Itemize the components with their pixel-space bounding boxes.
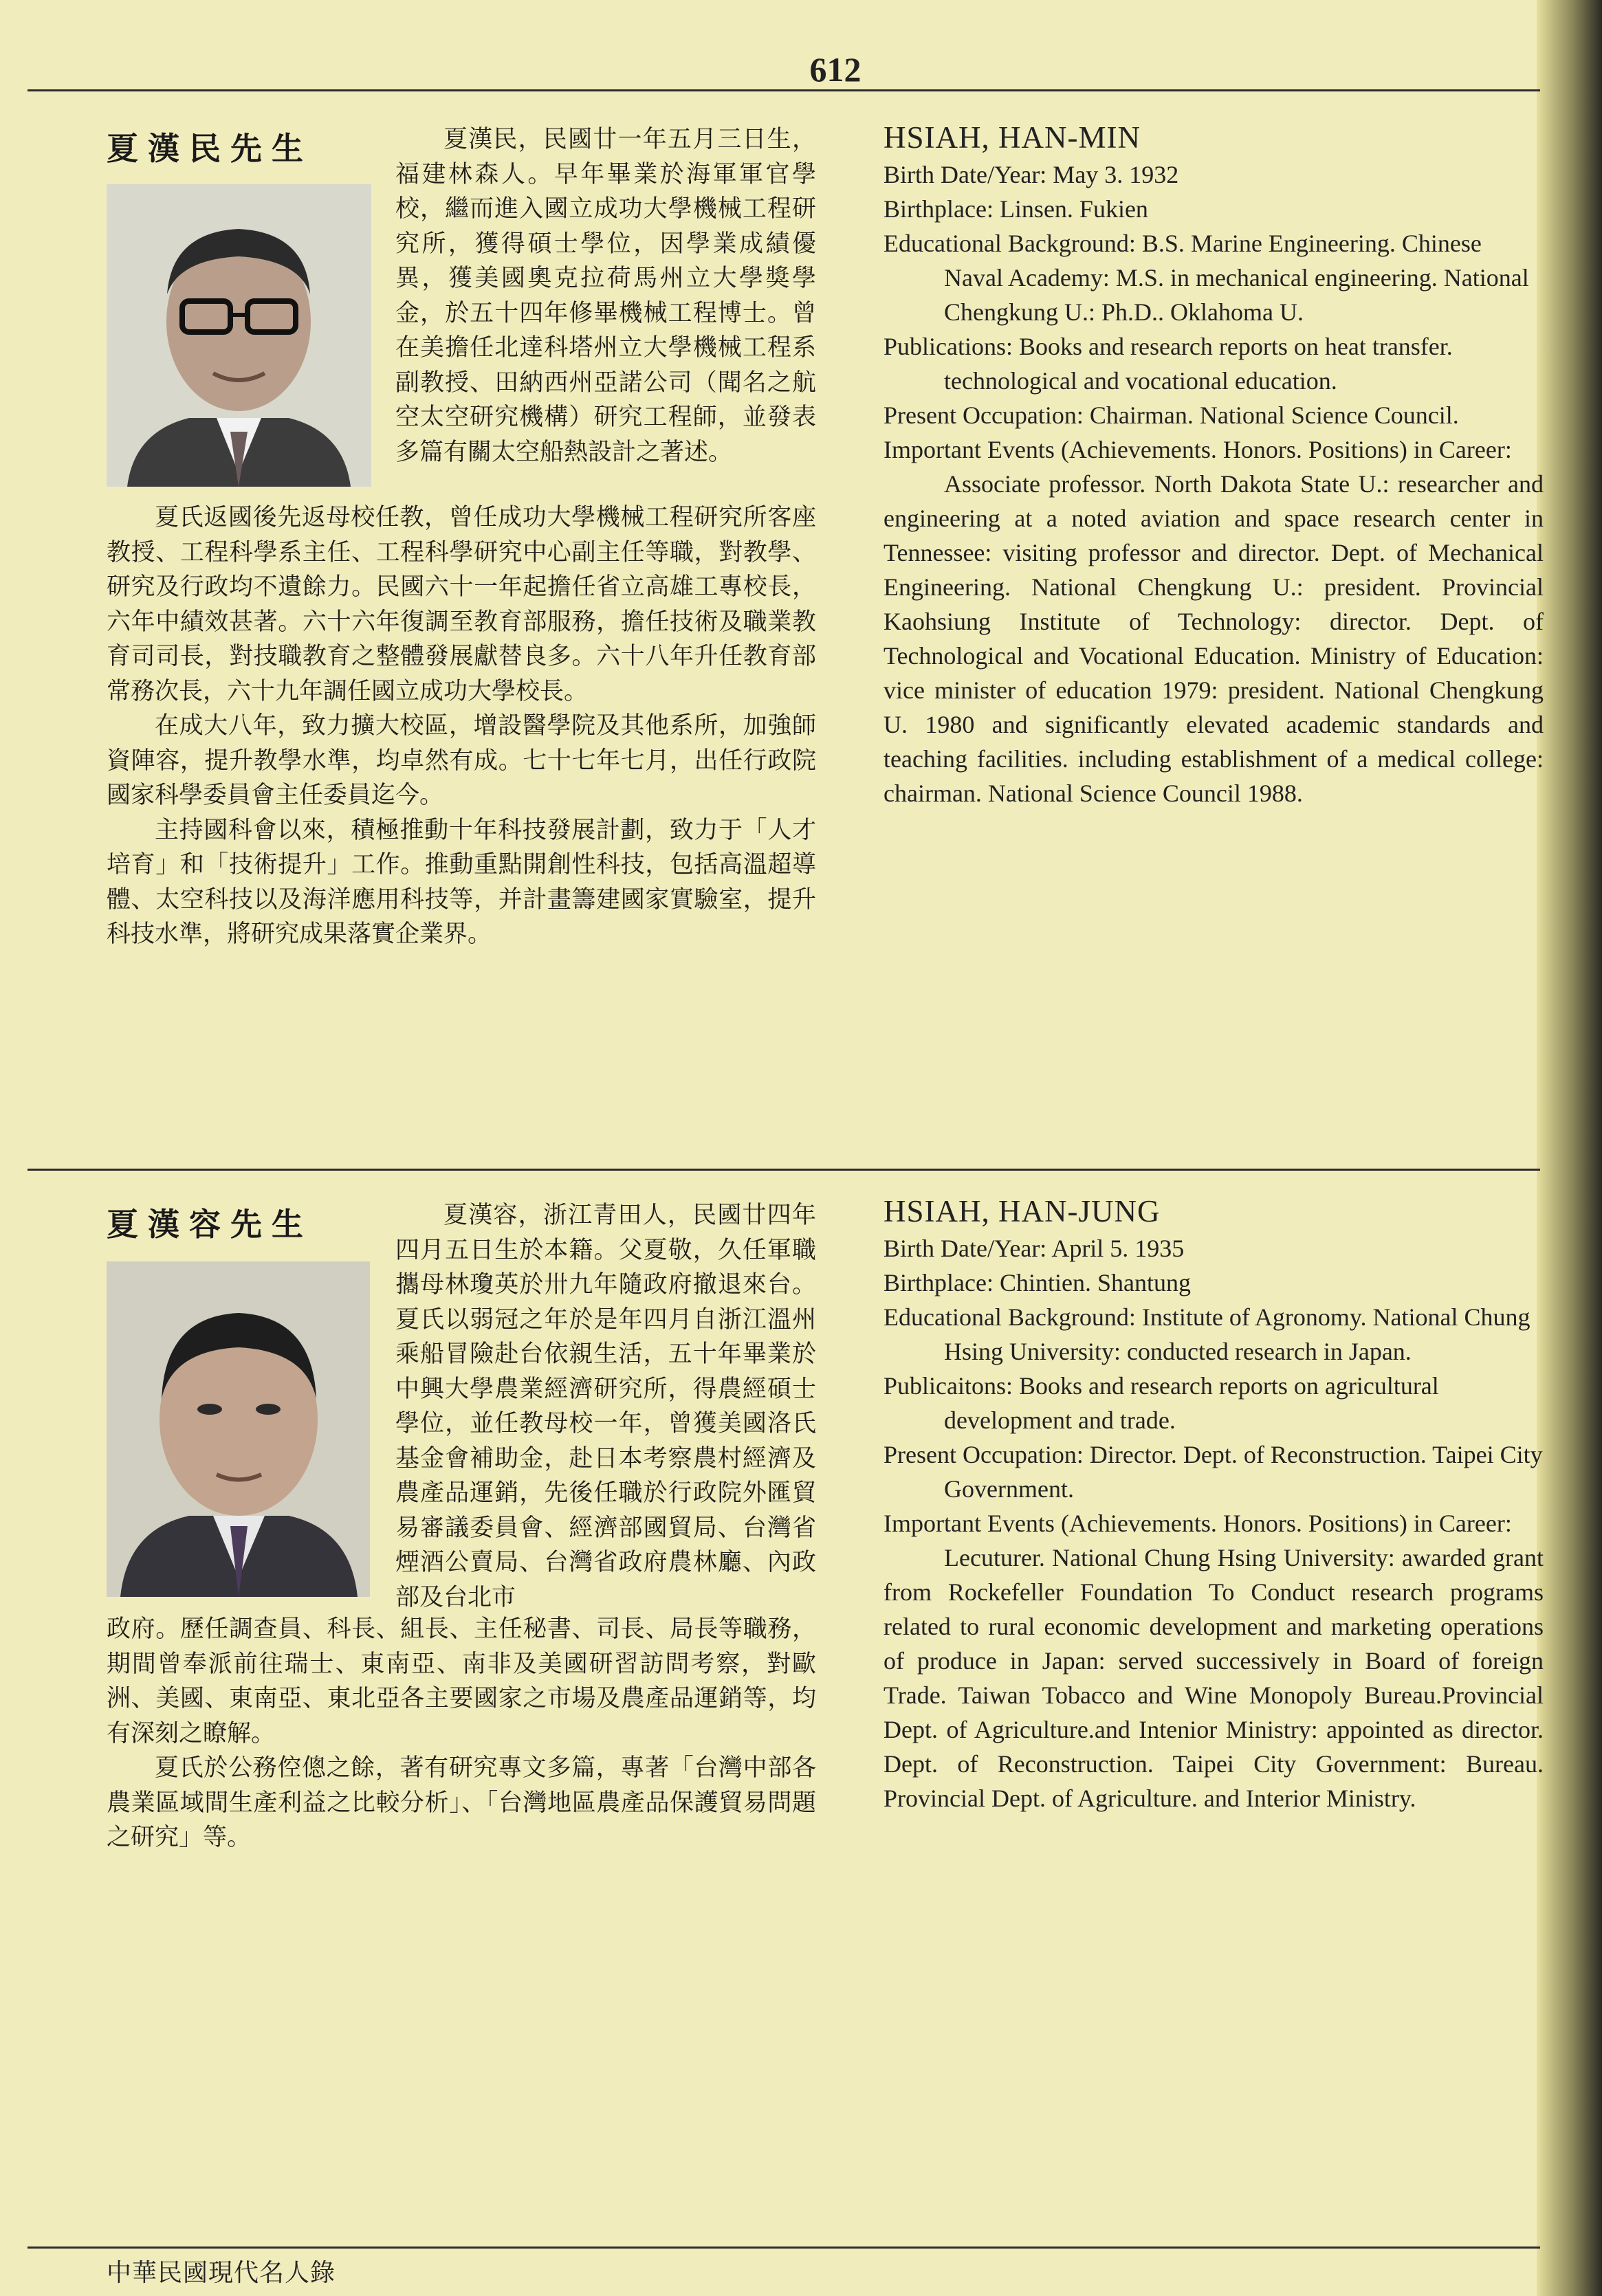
en-field-events: Important Events (Achievements. Honors. Positions) in Career: — [884, 1510, 1512, 1537]
en-field-occupation: Present Occupation: Chairman. National Science Council. — [884, 401, 1459, 429]
zh-bio-full — [107, 500, 816, 952]
en-field-occupation: Present Occupation: Director. Dept. of Reconstruction. Taipei City Government. — [884, 1441, 1543, 1503]
zh-paragraph: 主持國科會以來，積極推動十年科技發展計劃，致力于「人才培育」和「技術提升」工作。推動重點開創性科技，包括高溫超導體、太空科技以及海洋應用科技等，并計畫籌建國家實驗室，提升科技水準，將研究成果落實企業界。 — [107, 816, 816, 948]
en-field-birthdate: Birth Date/Year: May 3. 1932 — [884, 161, 1179, 188]
bottom-rule — [28, 2247, 1540, 2249]
zh-paragraph: 政府。歷任調查員、科長、組長、主任秘書、司長、局長等職務，期間曾奉派前往瑞士、東南亞、南非及美國研習訪問考察，對歐洲、美國、東南亞、東北亞各主要國家之市場及農產品運銷等，均有深刻之瞭解。 — [107, 1615, 816, 1747]
zh-paragraph: 夏氏返國後先返母校任教，曾任成功大學機械工程研究所客座教授、工程科學系主任、工程科學研究中心副主任等職，對教學、研究及行政均不遺餘力。民國六十一年起擔任省立高雄工專校長，六年中績效甚著。六十六年復調至教育部服務，擔任技術及職業教育司司長，對技職教育之整體發展獻替良多。六十八年升任教育部常務次長，六十九年調任國立成功大學校長。 — [107, 504, 816, 705]
en-field-publications: Publicaitons: Books and research reports on agricultural development and trade. — [884, 1372, 1439, 1434]
zh-name: 夏漢民先生 — [107, 130, 313, 167]
en-field-birthplace: Birthplace: Linsen. Fukien — [884, 195, 1148, 223]
zh-bio-wrapped — [395, 122, 816, 470]
middle-rule — [28, 1169, 1540, 1171]
en-field-education: Educational Background: B.S. Marine Engineering. Chinese Naval Academy: M.S. in mechanical engineering. National Chengkung U.: Ph.D.. Oklahoma U. — [884, 230, 1529, 326]
en-career-paragraph: Associate professor. North Dakota State U.: researcher and engineering at a noted aviation and space research center in Tennessee: visiting professor and director. Dept. of Mechanical Engineering. National Chengkung U.: president. Provincial Kaohsiung Institute of Technology: director. Dept. of Technological and Vocational Education. Ministry of Education: vice minister of education 1979: president. National Chengkung U. 1980 and significantly elevated academic standards and teaching facilities. including establishment of a medical college: chairman. National Science Council 1988. — [884, 470, 1544, 807]
zh-paragraph: 夏漢民，民國廿一年五月三日生，福建林森人。早年畢業於海軍軍官學校，繼而進入國立成功大學機械工程研究所，獲得碩士學位，因學業成績優異，獲美國奧克拉荷馬州立大學獎學金，於五十四年修畢機械工程博士。曾在美擔任北達科塔州立大學機械工程系副教授、田納西州亞諾公司（聞名之航空太空研究機構）研究工程師，並發表多篇有關太空船熱設計之著述。 — [395, 126, 816, 466]
en-bio — [884, 1194, 1544, 1815]
en-bio — [884, 120, 1544, 810]
portrait-photo — [107, 184, 371, 487]
zh-name: 夏漢容先生 — [107, 1206, 313, 1243]
en-career-paragraph: Lecuturer. National Chung Hsing University: awarded grant from Rockefeller Foundation To Conduct research programs related to rural economic development and marketing operations of produce in Japan: served successively in Board of foreign Trade. Taiwan Tobacco and Wine Monopoly Bureau.Provincial Dept. of Agriculture.and Intenior Ministry: appointed as director. Dept. of Reconstruction. Taipei City Government: Bureau. Provincial Dept. of Agriculture. and Interior Ministry. — [884, 1544, 1544, 1812]
zh-paragraph: 夏氏於公務倥傯之餘，著有研究專文多篇，專著「台灣中部各農業區域間生產利益之比較分析」、「台灣地區農產品保護貿易問題之研究」等。 — [107, 1754, 816, 1851]
en-field-publications: Publications: Books and research reports on heat transfer. technological and vocational education. — [884, 333, 1453, 395]
en-field-birthdate: Birth Date/Year: April 5. 1935 — [884, 1235, 1185, 1262]
en-field-education: Educational Background: Institute of Agronomy. National Chung Hsing University: conducted research in Japan. — [884, 1303, 1530, 1365]
book-title-footer: 中華民國現代名人錄 — [107, 2259, 336, 2287]
zh-bio-wrapped — [395, 1198, 816, 1615]
en-name: HSIAH, HAN-MIN — [884, 120, 1141, 155]
en-field-birthplace: Birthplace: Chintien. Shantung — [884, 1269, 1191, 1296]
page-number: 612 — [809, 50, 862, 89]
en-name: HSIAH, HAN-JUNG — [884, 1194, 1161, 1228]
zh-paragraph: 夏漢容，浙江青田人，民國廿四年四月五日生於本籍。父夏敬，久任軍職攜母林瓊英於卅九年隨政府撤退來台。夏氏以弱冠之年於是年四月自浙江溫州乘船冒險赴台依親生活，五十年畢業於中興大學農業經濟研究所，得農經碩士學位，並任教母校一年，曾獲美國洛氏基金會補助金，赴日本考察農村經濟及農產品運銷，先後任職於行政院外匯貿易審議委員會、經濟部國貿局、台灣省煙酒公賣局、台灣省政府農林廳、內政部及台北市 — [395, 1202, 816, 1611]
book-spine-shadow — [1537, 0, 1602, 2296]
zh-paragraph: 在成大八年，致力擴大校區，增設醫學院及其他系所，加強師資陣容，提升教學水準，均卓然有成。七十七年七月，出任行政院國家科學委員會主任委員迄今。 — [107, 712, 816, 809]
zh-bio-full — [107, 1612, 816, 1855]
top-rule — [28, 89, 1540, 91]
portrait-photo — [107, 1261, 370, 1597]
en-field-events: Important Events (Achievements. Honors. Positions) in Career: — [884, 436, 1512, 463]
